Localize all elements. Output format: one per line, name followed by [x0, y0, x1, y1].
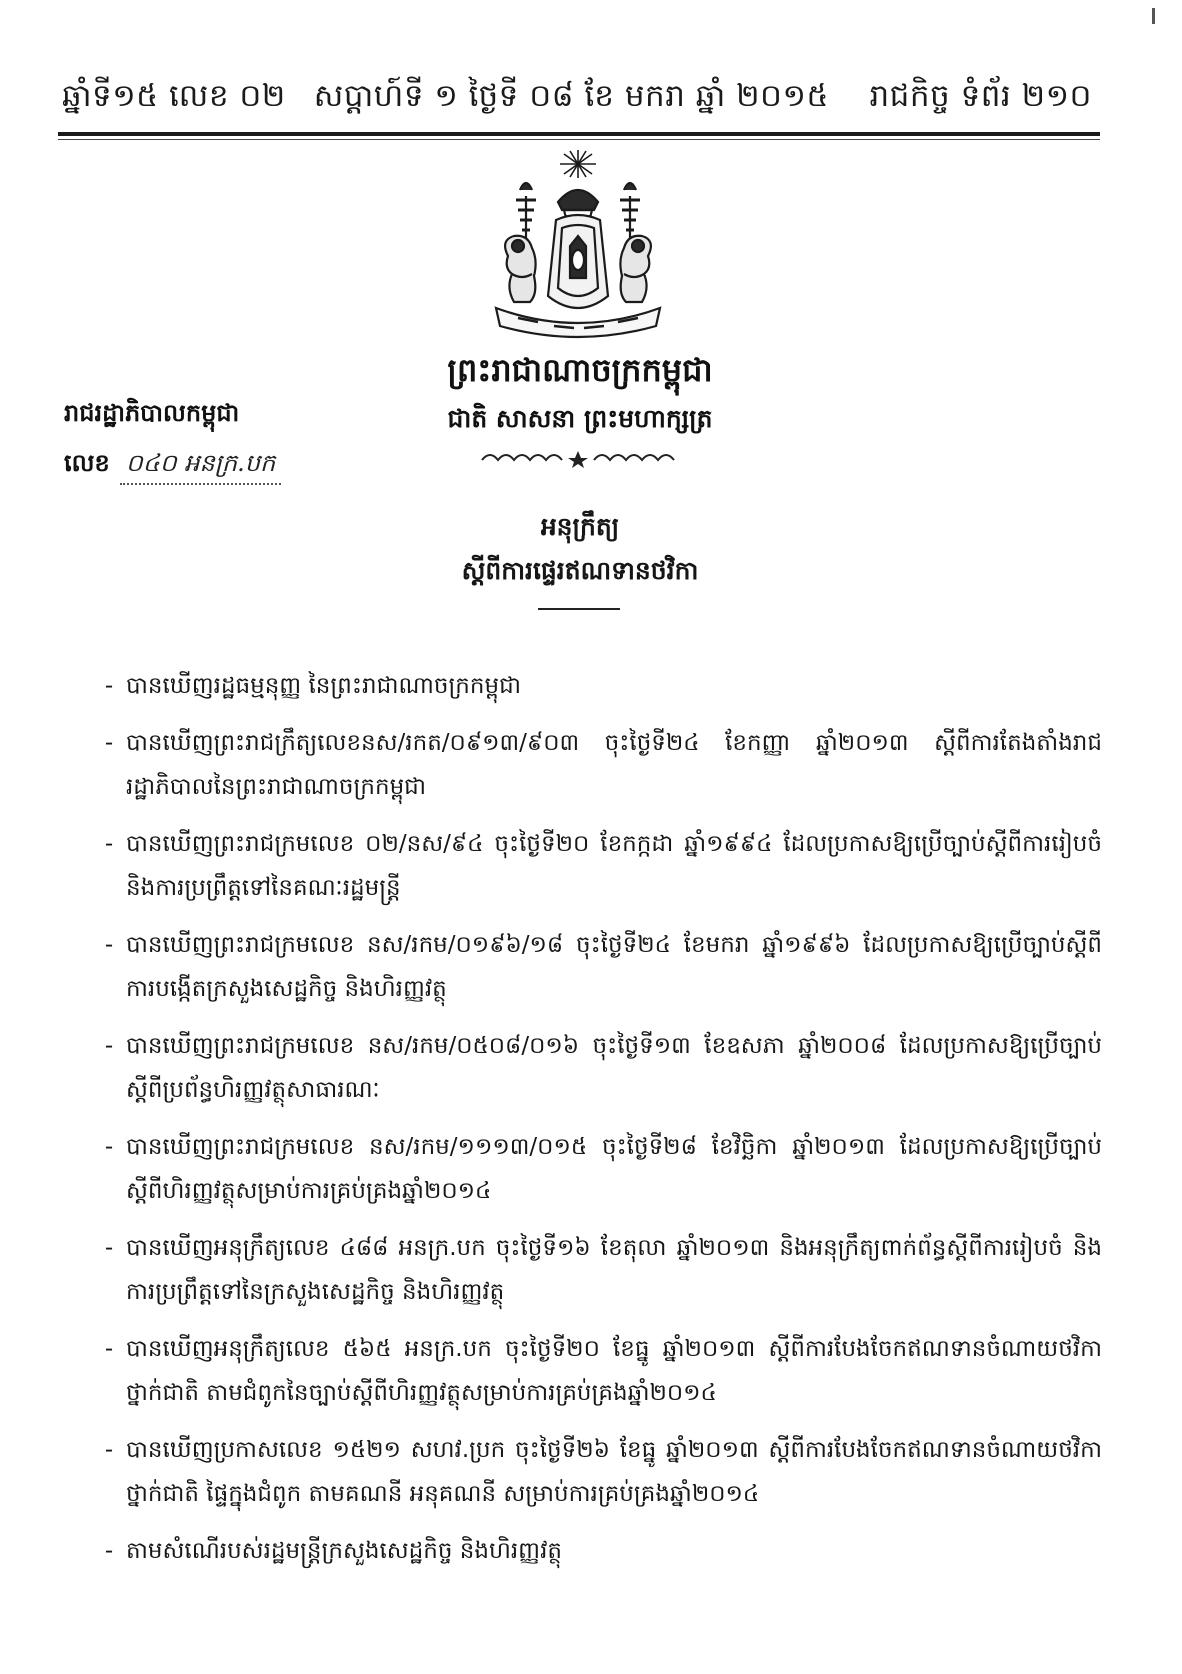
- dash-bullet: -: [104, 1033, 114, 1059]
- header-divider: [58, 132, 1100, 136]
- dash-bullet: -: [104, 1235, 114, 1261]
- dash-bullet: -: [104, 730, 114, 756]
- dash-bullet: -: [104, 1134, 114, 1160]
- recital-text: បានឃើញប្រកាសលេខ ១៥២១ សហវ.ប្រក ចុះថ្ងៃទី២៦ ខែធ្នូ ឆ្នាំ២០១៣ ស្តីពីការបែងចែកឥណទានចំណាយថវិកាថ្នាក់ជាតិ ផ្ទៃក្នុងជំពូក តាមគណនី អនុគណនី សម្រាប់ការគ្រប់គ្រងឆ្នាំ២០១៤: [126, 1437, 1102, 1507]
- ornament-divider-icon: [478, 448, 678, 468]
- recital-item: [92, 1428, 1102, 1516]
- recital-text: បានឃើញអនុក្រឹត្យលេខ ៥៦៥ អនក្រ.បក ចុះថ្ងៃទី២០ ខែធ្នូ ឆ្នាំ២០១៣ ស្តីពីការបែងចែកឥណទានចំណាយថវិកាថ្នាក់ជាតិ តាមជំពូកនៃច្បាប់ស្តីពីហិរញ្ញវត្ថុសម្រាប់ការគ្រប់គ្រងឆ្នាំ២០១៤: [126, 1336, 1102, 1406]
- gazette-header: [62, 72, 1092, 122]
- document-type: អនុក្រឹត្យ: [540, 512, 620, 541]
- gazette-date: សប្តាហ៍ទី ១ ថ្ងៃទី ០៨ ខែ មករា ឆ្នាំ ២០១៥: [313, 78, 829, 114]
- dash-bullet: -: [104, 1437, 114, 1463]
- recital-text: បានឃើញរដ្ឋធម្មនុញ្ញ នៃព្រះរាជាណាចក្រកម្ពុជា: [126, 673, 521, 699]
- recital-text: បានឃើញព្រះរាជក្រមលេខ ០២/នស/៩៤ ចុះថ្ងៃទី២០ ខែកក្កដា ឆ្នាំ១៩៩៤ ដែលប្រកាសឱ្យប្រើច្បាប់ស្តីពីការរៀបចំ និងការប្រព្រឹត្តទៅនៃគណៈរដ្ឋមន្ត្រី: [126, 831, 1102, 901]
- recital-text: តាមសំណើរបស់រដ្ឋមន្ត្រីក្រសួងសេដ្ឋកិច្ច និងហិរញ្ញវត្ថុ: [126, 1538, 562, 1564]
- recital-item: [92, 1529, 1102, 1573]
- recital-item: [92, 664, 1102, 708]
- recital-text: បានឃើញព្រះរាជក្រមលេខ នស/រកម/០១៩៦/១៨ ចុះថ្ងៃទី២៤ ខែមករា ឆ្នាំ១៩៩៦ ដែលប្រកាសឱ្យប្រើច្បាប់ស្តីពីការបង្កើតក្រសួងសេដ្ឋកិច្ច និងហិរញ្ញវត្ថុ: [126, 932, 1102, 1002]
- recital-text: បានឃើញព្រះរាជក្រមលេខ នស/រកម/០៥០៨/០១៦ ចុះថ្ងៃទី១៣ ខែឧសភា ឆ្នាំ២០០៨ ដែលប្រកាសឱ្យប្រើច្បាប់ស្តីពីប្រព័ន្ធហិរញ្ញវត្ថុសាធារណៈ: [126, 1033, 1102, 1103]
- issuing-government: រាជរដ្ឋាភិបាលកម្ពុជា: [64, 399, 240, 427]
- recital-item: [92, 822, 1102, 910]
- national-motto: ជាតិ សាសនា ព្រះមហាក្សត្រ: [447, 404, 713, 433]
- dash-bullet: -: [104, 831, 114, 857]
- document-number-label: លេខ: [64, 449, 110, 477]
- recital-text: បានឃើញអនុក្រឹត្យលេខ ៤៨៨ អនក្រ.បក ចុះថ្ងៃទី១៦ ខែតុលា ឆ្នាំ២០១៣ និងអនុក្រឹត្យពាក់ព័ន្ធស្តីពីការរៀបចំ និងការប្រព្រឹត្តទៅនៃក្រសួងសេដ្ឋកិច្ច និងហិរញ្ញវត្ថុ: [126, 1235, 1102, 1305]
- recital-list: [92, 664, 1102, 1586]
- header-divider-thin: [58, 139, 1100, 140]
- document-number: [64, 448, 281, 485]
- dash-bullet: -: [104, 1538, 114, 1564]
- recital-item: [92, 923, 1102, 1011]
- recital-item: [92, 1125, 1102, 1213]
- scan-mark: [1152, 8, 1155, 24]
- gazette-year-number: ឆ្នាំទី១៥ លេខ ០២: [62, 78, 286, 114]
- recital-item: [92, 1226, 1102, 1314]
- dash-bullet: -: [104, 673, 114, 699]
- gazette-header-left: [62, 77, 829, 122]
- recital-item: [92, 1327, 1102, 1415]
- recital-text: បានឃើញព្រះរាជក្រឹត្យលេខនស/រកត/០៩១៣/៩០៣ ចុះថ្ងៃទី២៤ ខែកញ្ញា ឆ្នាំ២០១៣ ស្តីពីការតែងតាំងរាជរដ្ឋាភិបាលនៃព្រះរាជាណាចក្រកម្ពុជា: [126, 730, 1102, 800]
- subject-underline: [538, 608, 620, 610]
- document-number-value: ០៤០ អនក្រ.បក: [120, 448, 282, 485]
- document-subject: ស្តីពីការផ្ទេរឥណទានថវិកា: [461, 556, 699, 585]
- dash-bullet: -: [104, 932, 114, 958]
- dash-bullet: -: [104, 1336, 114, 1362]
- recital-text: បានឃើញព្រះរាជក្រមលេខ នស/រកម/១១១៣/០១៥ ចុះថ្ងៃទី២៨ ខែវិច្ឆិកា ឆ្នាំ២០១៣ ដែលប្រកាសឱ្យប្រើច្បាប់ស្តីពីហិរញ្ញវត្ថុសម្រាប់ការគ្រប់គ្រងឆ្នាំ២០១៤: [126, 1134, 1102, 1204]
- recital-item: [92, 1024, 1102, 1112]
- kingdom-title: ព្រះរាជាណាចក្រកម្ពុជា: [447, 351, 713, 389]
- gazette-page-ref: រាជកិច្ច ទំព័រ ២១០: [869, 78, 1092, 114]
- royal-coat-of-arms-icon: [478, 148, 678, 348]
- recital-item: [92, 721, 1102, 809]
